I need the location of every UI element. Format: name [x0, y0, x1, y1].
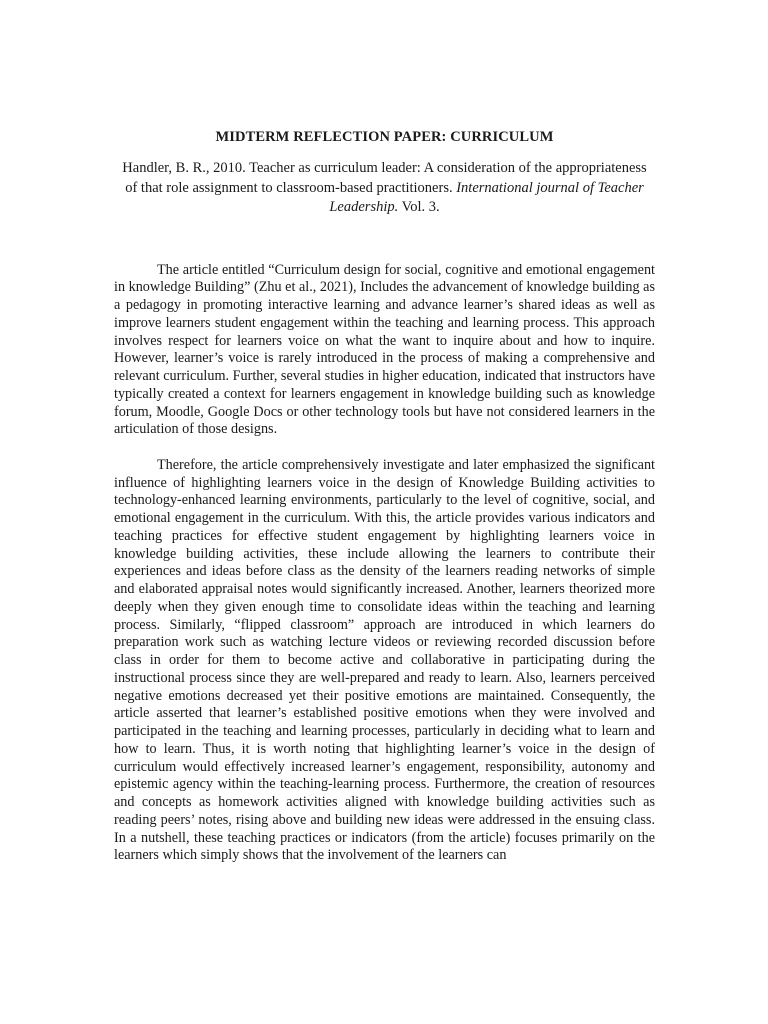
- page-title: MIDTERM REFLECTION PAPER: CURRICULUM: [215, 129, 554, 145]
- citation-volume: Vol. 3.: [401, 199, 440, 215]
- citation: [118, 159, 651, 218]
- document-page: [114, 126, 655, 883]
- citation-text: Handler, B. R., 2010. Teacher as curriculum leader: A consideration of the appropriateness of that role assignment to classroom-based practitioners.: [122, 160, 647, 196]
- citation-journal: International journal of Teacher Leadership.: [329, 179, 644, 215]
- paragraph-1: The article entitled “Curriculum design for social, cognitive and emotional engagement in knowledge Building” (Zhu et al., 2021), Includes the advancement of knowledge building as a pedagogy in promoting interactive learning and advance learner’s shared ideas as well as improve learners student engagement within the teaching and learning process. This approach involves respect for learners voice on what the want to inquire about and how to inquire. However, learner’s voice is rarely introduced in the process of making a comprehensive and relevant curriculum. Further, several studies in higher education, indicated that instructors have typically created a context for learners engagement in knowledge building such as knowledge forum, Moodle, Google Docs or other technology tools but have not considered learners in the articulation of those designs.: [114, 261, 655, 438]
- paragraph-2: Therefore, the article comprehensively investigate and later emphasized the significant influence of highlighting learners voice in the design of Knowledge Building activities to technology-enhanced learning environments, particularly to the level of cognitive, social, and emotional engagement in the curriculum. With this, the article provides various indicators and teaching practices for effective student engagement by highlighting learners voice in knowledge building activities, these include allowing the learners to contribute their experiences and ideas before class as the density of the learners reading networks of simple and elaborated appraisal notes would significantly increased. Another, learners theorized more deeply when they given enough time to consolidate ideas within the teaching and learning process. Similarly, “flipped classroom” approach are introduced in which learners do preparation work such as watching lecture videos or reviewing recorded discussion before class in order for them to become active and collaborative in participating during the instructional process since they are well-prepared and ready to learn. Also, learners perceived negative emotions decreased yet their positive emotions are maintained. Consequently, the article asserted that learner’s established positive emotions when they were involved and participated in the teaching and learning processes, particularly in deciding what to learn and how to learn. Thus, it is worth noting that highlighting learner’s voice in the design of curriculum would effectively increased learner’s engagement, responsibility, autonomy and epistemic agency within the teaching-learning process. Furthermore, the creation of resources and concepts as homework activities aligned with knowledge building activities such as reading peers’ notes, rising above and building new ideas were addressed in the ensuing class. In a nutshell, these teaching practices or indicators (from the article) focuses primarily on the learners which simply shows that the involvement of the learners can: [114, 456, 655, 864]
- body-text: [114, 262, 655, 866]
